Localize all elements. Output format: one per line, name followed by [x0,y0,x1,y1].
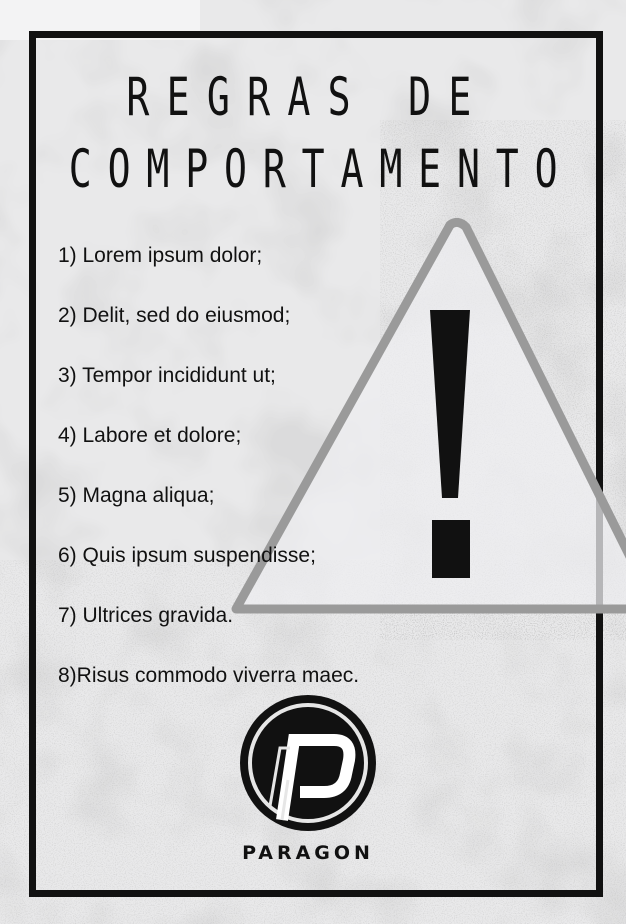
rule-item-8: 8)Risus commodo viverra maec. [58,664,360,687]
brand-name: PARAGON [242,842,374,864]
rule-item-2: 2) Delit, sed do eiusmod; [58,304,291,327]
rule-item-1: 1) Lorem ipsum dolor; [58,244,263,267]
title-line-1: REGRAS DE [126,67,489,128]
rule-item-4: 4) Labore et dolore; [58,424,242,447]
rule-item-6: 6) Quis ipsum suspendisse; [58,544,316,567]
rules-list [58,226,359,706]
paragon-logo-icon [230,688,386,838]
rule-item-5: 5) Magna aliqua; [58,484,215,507]
rule-item-3: 3) Tempor incididunt ut; [58,364,276,387]
title-line-2: COMPORTAMENTO [68,139,574,200]
poster-title [40,62,588,206]
rule-item-7: 7) Ultrices gravida. [58,604,234,627]
exclamation-dot [432,520,470,578]
